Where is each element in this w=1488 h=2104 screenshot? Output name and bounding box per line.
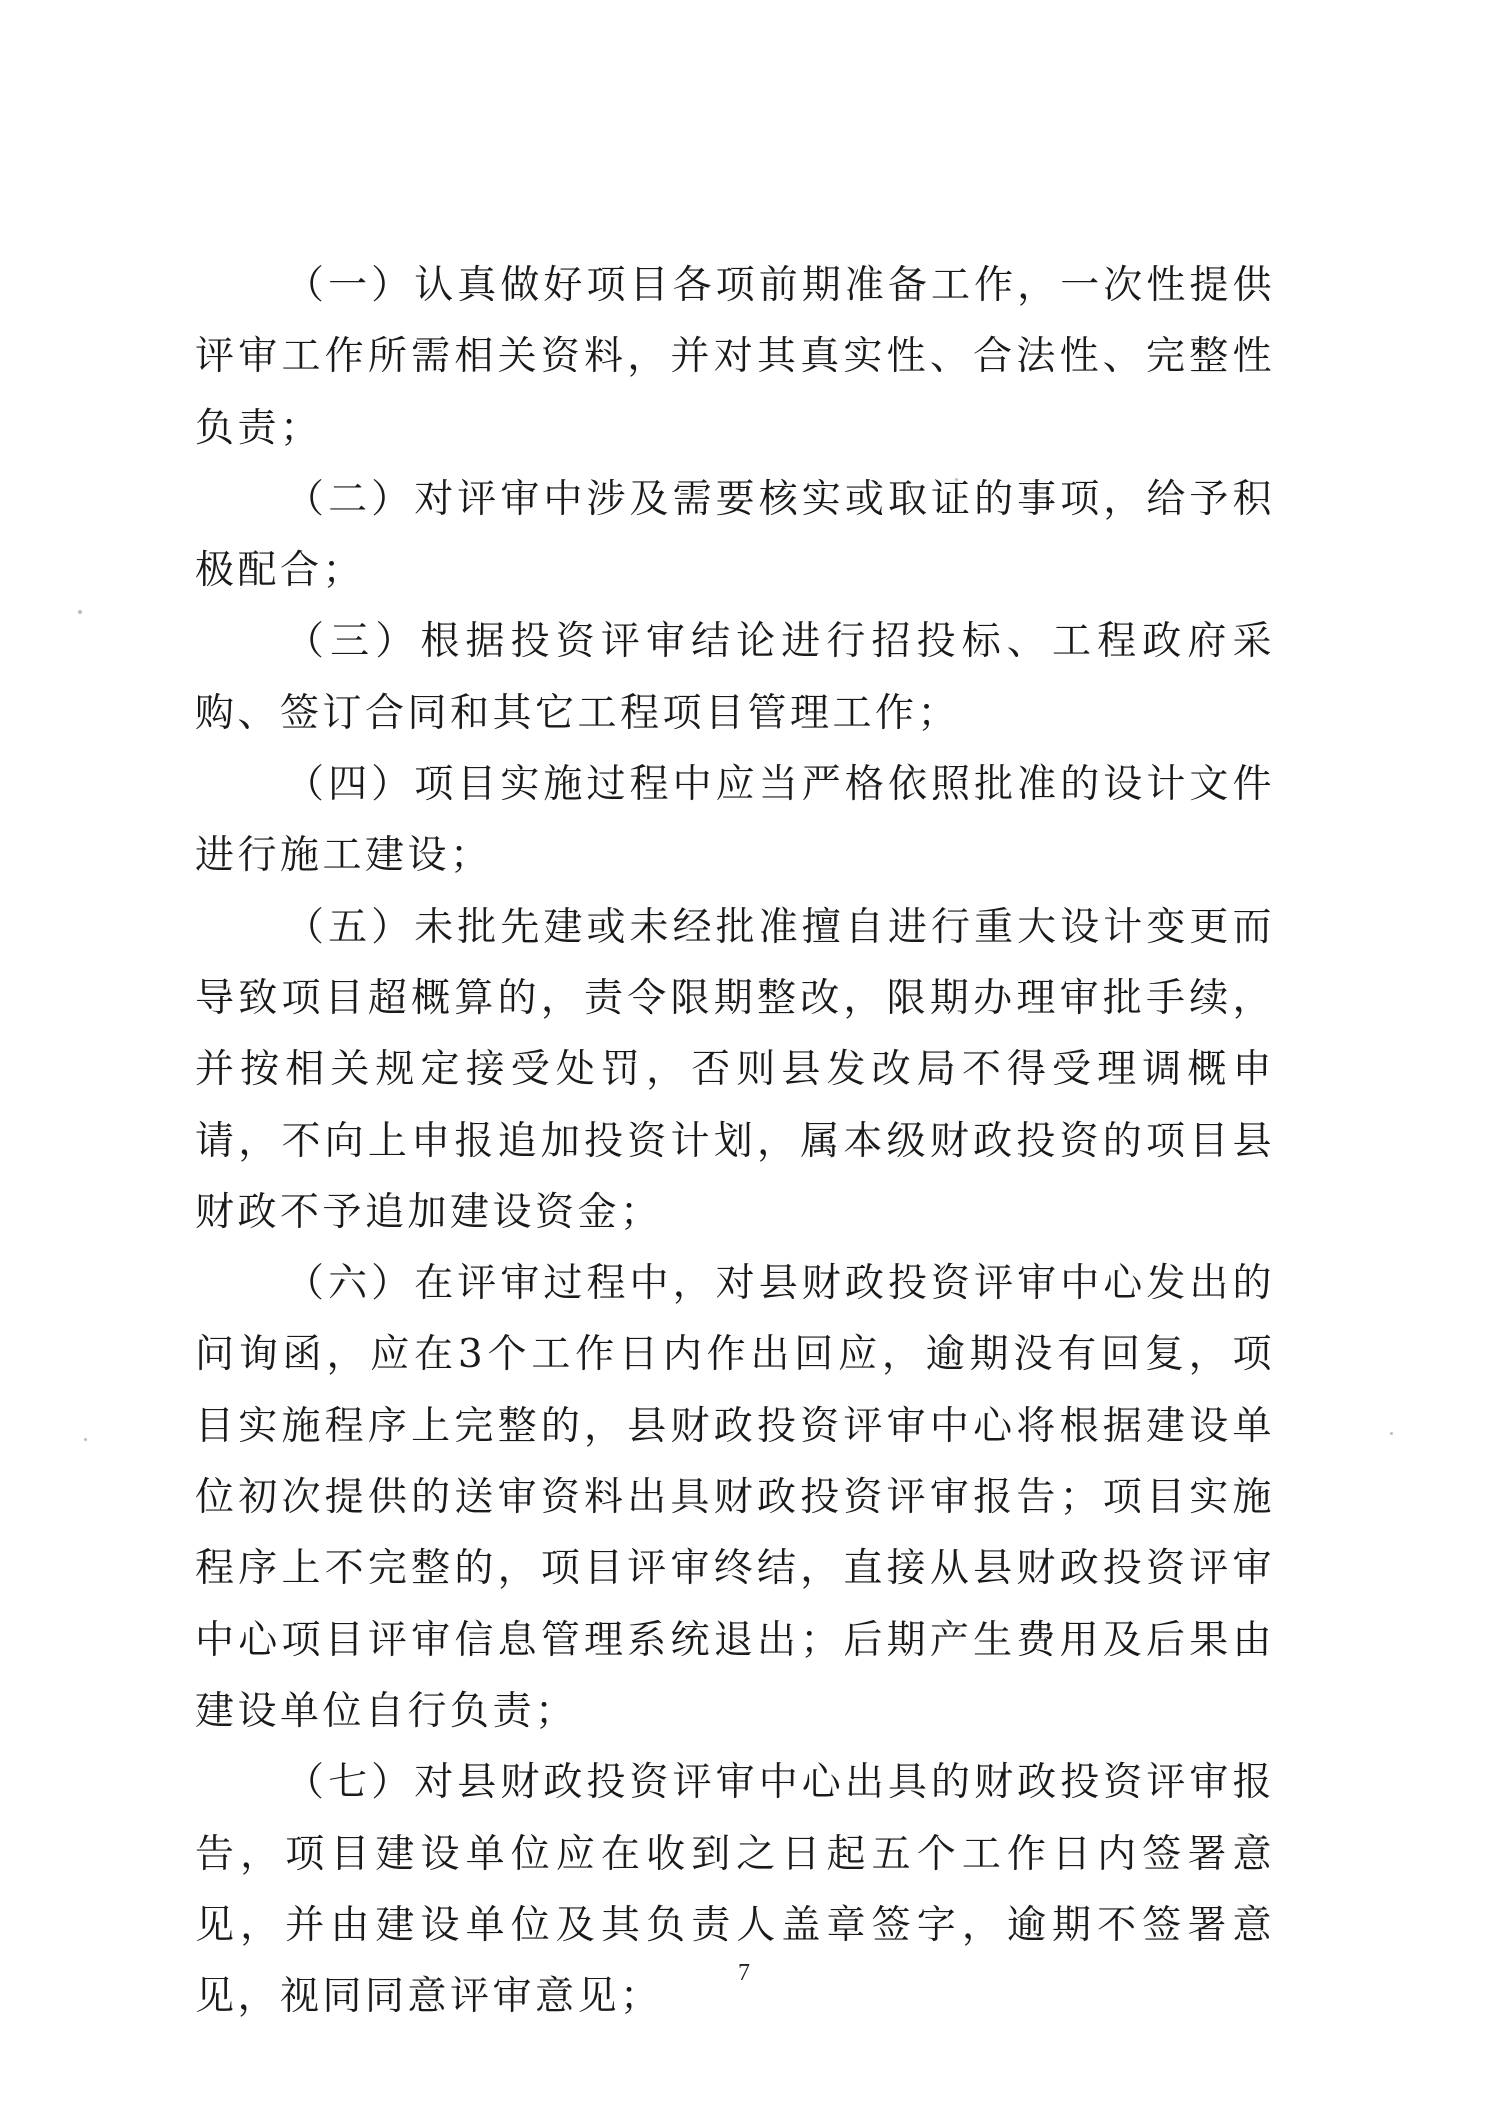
paragraph-item-6: （六）在评审过程中，对县财政投资评审中心发出的问询函，应在3个工作日内作出回应，逾期没有回复，项目实施程序上完整的，县财政投资评审中心将根据建设单位初次提供的送审资料出具财政投资评审报告；项目实施程序上不完整的，项目评审终结，直接从县财政投资评审中心项目评审信息管理系统退出；后期产生费用及后果由建设单位自行负责；	[195, 1261, 1275, 1734]
paragraph-item-3: （三）根据投资评审结论进行招投标、工程政府采购、签订合同和其它工程项目管理工作；	[195, 619, 1275, 736]
paragraph-item-4: （四）项目实施过程中应当严格依照批准的设计文件进行施工建设；	[195, 762, 1275, 879]
document-body	[195, 250, 1275, 2032]
paragraph-item-1: （一）认真做好项目各项前期准备工作，一次性提供评审工作所需相关资料，并对其真实性、合法性、完整性负责；	[195, 263, 1275, 451]
page-number: 7	[738, 1960, 750, 1986]
paragraph-item-5: （五）未批先建或未经批准擅自进行重大设计变更而导致项目超概算的，责令限期整改，限期办理审批手续，并按相关规定接受处罚，否则县发改局不得受理调概申请，不向上申报追加投资计划，属本级财政投资的项目县财政不予追加建设资金；	[195, 904, 1275, 1235]
paragraph-item-2: （二）对评审中涉及需要核实或取证的事项，给予积极配合；	[195, 476, 1275, 594]
scan-speck	[1390, 1432, 1393, 1435]
scan-speck	[84, 1438, 87, 1441]
paragraph-item-7: （七）对县财政投资评审中心出具的财政投资评审报告，项目建设单位应在收到之日起五个工作日内签署意见，并由建设单位及其负责人盖章签字，逾期不签署意见，视同同意评审意见；	[195, 1760, 1275, 2020]
scan-speck	[78, 610, 82, 614]
